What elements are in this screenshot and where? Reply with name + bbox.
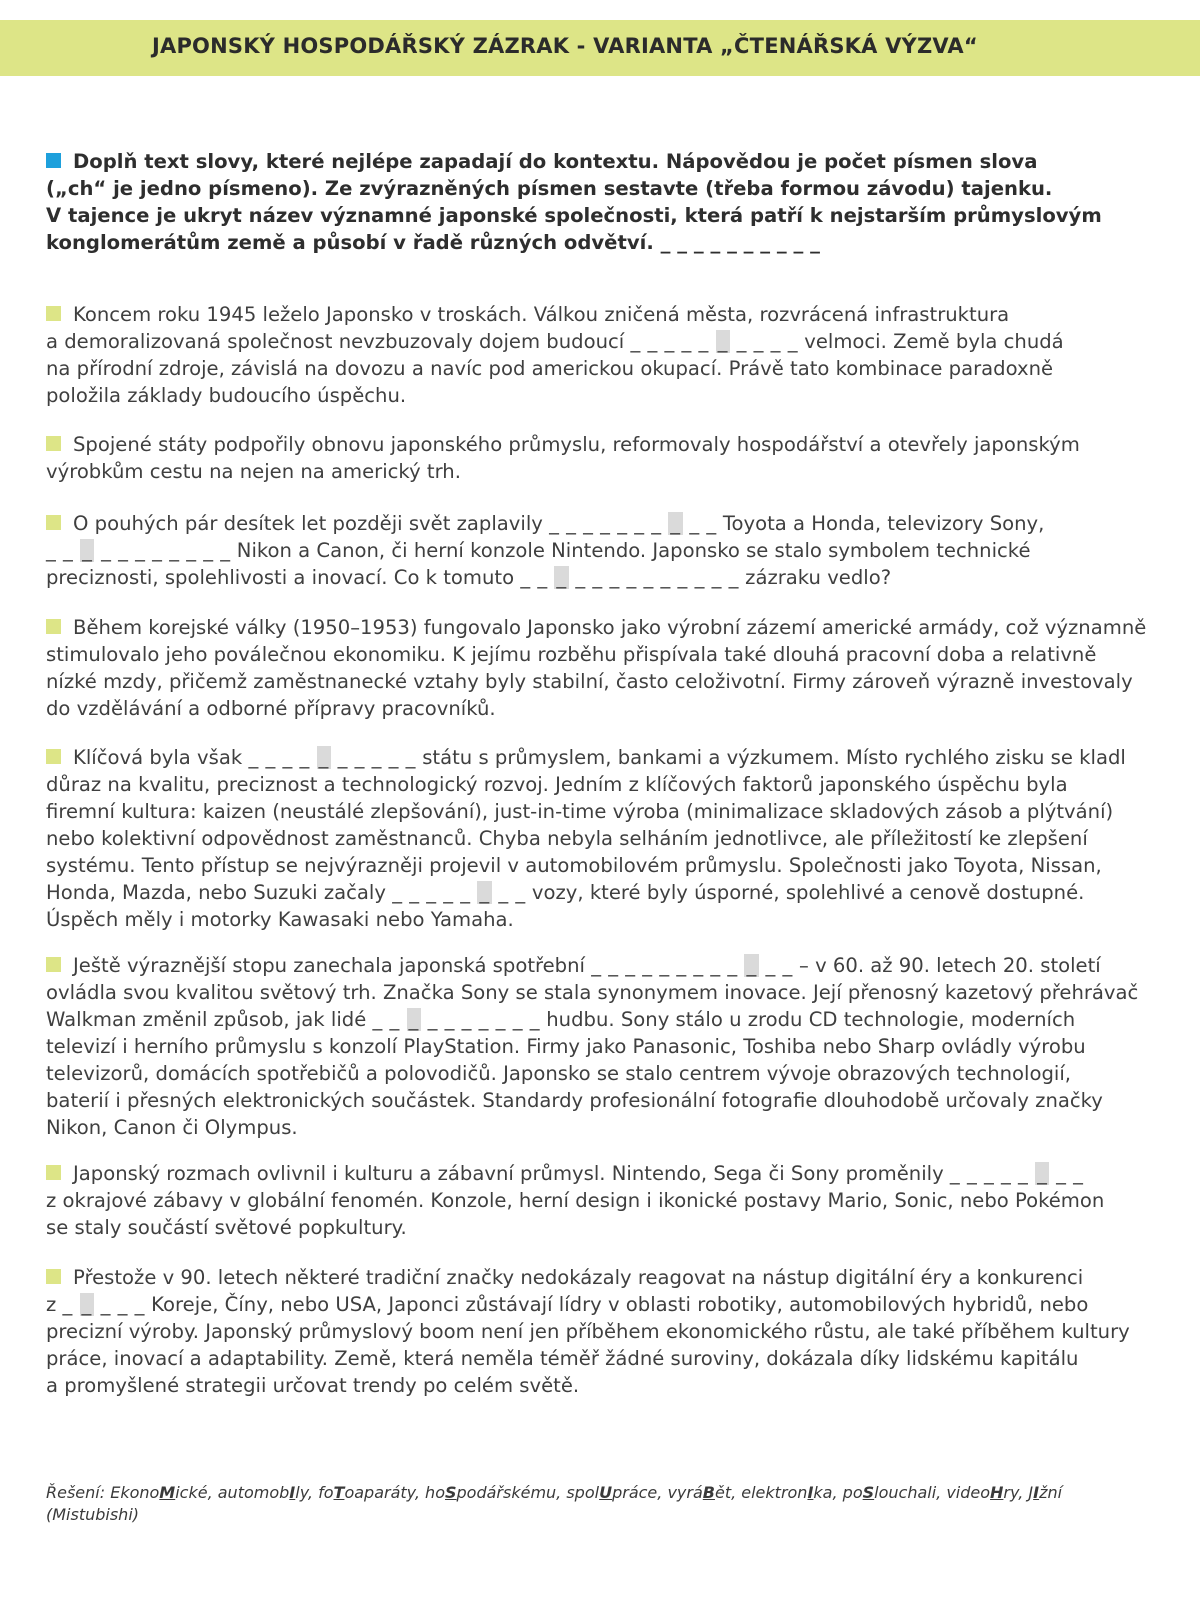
answer-blank[interactable]: _ _ _ _ _ _ _ _ _ _ bbox=[549, 512, 717, 535]
answer-blank[interactable]: _ _ _ _ _ _ _ _ _ _ bbox=[372, 1008, 541, 1031]
text-line: a demoralizovaná společnost nevzbuzovaly dojem budoucí bbox=[46, 330, 631, 353]
text-line: Japonský rozmach ovlivnil i kulturu a zábavní průmysl. Nintendo, Sega či Sony proměnily bbox=[73, 1162, 950, 1185]
answer-blank[interactable]: _ _ _ _ _ _ _ _ _ _ _ _ bbox=[591, 954, 793, 977]
text-line: baterií i přesných elektronických součástek. Standardy profesionální fotografie dlouhodobě určovaly značky bbox=[46, 1089, 1103, 1112]
solution-letter: S bbox=[862, 1483, 875, 1502]
text-line: zázraku vedlo? bbox=[738, 566, 892, 589]
text-line: Nikon, Canon či Olympus. bbox=[46, 1116, 298, 1139]
text-line: Koreje, Číny, nebo USA, Japonci zůstávají lídry v oblasti robotiky, automobilových hybridů, nebo bbox=[144, 1293, 1089, 1316]
paragraph-7 bbox=[46, 1160, 1181, 1241]
square-bullet-icon bbox=[46, 436, 61, 451]
paragraph-4 bbox=[46, 614, 1181, 722]
square-bullet-icon bbox=[46, 153, 61, 168]
text-line: výrobkům cestu na nejen na americký trh. bbox=[46, 460, 461, 483]
solution-letter: I bbox=[807, 1483, 814, 1502]
text-line: a promyšlené strategii určovat trendy po celém světě. bbox=[46, 1374, 580, 1397]
answer-blank[interactable]: _ _ _ _ _ _ _ _ bbox=[949, 1162, 1084, 1185]
highlighted-letter-slot: _ bbox=[1037, 1162, 1048, 1185]
instructions bbox=[46, 148, 1176, 256]
solution-letter: B bbox=[702, 1483, 715, 1502]
paragraph-2 bbox=[46, 431, 1181, 485]
text-line: důraz na kvalitu, preciznost a technologický rozvoj. Jedním z klíčových faktorů japonského úspěchu byla bbox=[46, 773, 1068, 796]
text-line: Nikon a Canon, či herní konzole Nintendo. Japonsko se stalo symbolem technické bbox=[230, 539, 1031, 562]
answer-blank[interactable]: _ _ _ _ _ _ _ _ _ _ bbox=[248, 746, 416, 769]
text-line: Toyota a Honda, televizory Sony, bbox=[716, 512, 1045, 535]
solution-key: Řešení: EkonoMické, automobIly, foToaparáty, hoSpodářskému, spolUpráce, vyráBět, elektronIka, poSlouchali, videoHry, JIžní (Mistubishi) bbox=[46, 1483, 1063, 1524]
text-line: z bbox=[46, 1293, 63, 1316]
solution-letter: U bbox=[599, 1483, 613, 1502]
text-line: stimulovalo jeho poválečnou ekonomiku. K jejímu rozběhu přispívala také dlouhá pracovní doba a relativně bbox=[46, 643, 1097, 666]
square-bullet-icon bbox=[46, 1165, 61, 1180]
highlighted-letter-slot: _ bbox=[479, 881, 490, 904]
highlighted-letter-slot: _ bbox=[556, 566, 567, 589]
solution-answer: (Mistubishi) bbox=[46, 1505, 140, 1524]
paragraph-1 bbox=[46, 301, 1181, 409]
text-line: Během korejské války (1950–1953) fungovalo Japonsko jako výrobní zázemí americké armády, což významně bbox=[73, 616, 1147, 639]
solution-letter: M bbox=[159, 1483, 176, 1502]
highlighted-letter-slot: _ bbox=[81, 1293, 92, 1316]
answer-blank[interactable]: _ _ _ _ _ bbox=[62, 1293, 145, 1316]
text-line: – v 60. až 90. letech 20. století bbox=[792, 954, 1101, 977]
highlighted-letter-slot: _ bbox=[670, 512, 681, 535]
text-line: ovládla svou kvalitou světový trh. Značka Sony se stala synonymem inovace. Její přenosný kazetový přehrávač bbox=[46, 981, 1139, 1004]
highlighted-letter-slot: _ bbox=[318, 746, 329, 769]
solution-letter: S bbox=[444, 1483, 457, 1502]
text-line: do vzdělávání a odborné přípravy pracovníků. bbox=[46, 697, 496, 720]
instruction-line: Doplň text slovy, které nejlépe zapadají do kontextu. Nápovědou je počet písmen slova bbox=[73, 150, 1038, 173]
answer-blank[interactable]: _ _ _ _ _ _ _ _ bbox=[392, 881, 526, 904]
text-line: precizní výroby. Japonský průmyslový boom není jen příběhem ekonomického růstu, ale také příběhem kultury bbox=[46, 1320, 1130, 1343]
answer-blank[interactable]: _ _ _ _ _ _ _ _ _ _ _ _ _ bbox=[520, 566, 739, 589]
answer-blank[interactable]: _ _ _ _ _ _ _ _ _ _ _ bbox=[46, 539, 231, 562]
solution-letter: I bbox=[1033, 1483, 1040, 1502]
highlighted-letter-slot: _ bbox=[717, 330, 728, 353]
text-line: Walkman změnil způsob, jak lidé bbox=[46, 1008, 373, 1031]
text-line: na přírodní zdroje, závislá na dovozu a navíc pod americkou okupací. Právě tato kombinace paradoxně bbox=[46, 357, 1054, 380]
text-line: televizí i herního průmyslu s konzolí PlayStation. Firmy jako Panasonic, Toshiba nebo Sharp ovládly výrobu bbox=[46, 1035, 1086, 1058]
text-line: firemní kultura: kaizen (neustálé zlepšování), just-in-time výroba (minimalizace skladových zásob a plýtvání) bbox=[46, 800, 1114, 823]
text-line: Ještě výraznější stopu zanechala japonská spotřební bbox=[73, 954, 592, 977]
text-line: O pouhých pár desítek let později svět zaplavily bbox=[73, 512, 550, 535]
text-line: z okrajové zábavy v globální fenomén. Konzole, herní design i ikonické postavy Mario, Sonic, nebo Pokémon bbox=[46, 1189, 1105, 1212]
text-line: práce, inovací a adaptability. Země, která neměla téměř žádné suroviny, dokázala díky lidskému kapitálu bbox=[46, 1347, 1079, 1370]
text-line: televizorů, domácích spotřebičů a polovodičů. Japonsko se stalo centrem vývoje obrazových technologií, bbox=[46, 1062, 1071, 1085]
highlighted-letter-slot: _ bbox=[82, 539, 93, 562]
text-line: nízké mzdy, přičemž zaměstnanecké vztahy byly stabilní, často celoživotní. Firmy zároveň výrazně investovaly bbox=[46, 670, 1133, 693]
paragraph-6 bbox=[46, 952, 1181, 1141]
square-bullet-icon bbox=[46, 619, 61, 634]
solution-letter: H bbox=[990, 1483, 1004, 1502]
title-banner bbox=[0, 20, 1200, 76]
square-bullet-icon bbox=[46, 957, 61, 972]
solution-letter: T bbox=[333, 1483, 345, 1502]
text-line: preciznosti, spolehlivosti a inovací. Co k tomuto bbox=[46, 566, 521, 589]
text-line: vozy, které byly úsporné, spolehlivé a cenově dostupné. bbox=[525, 881, 1085, 904]
paragraph-3 bbox=[46, 510, 1181, 591]
answer-blank[interactable]: _ _ _ _ _ _ _ _ _ _ bbox=[630, 330, 798, 353]
text-line: hudbu. Sony stálo u zrodu CD technologie, moderních bbox=[540, 1008, 1076, 1031]
solution-letter: I bbox=[289, 1483, 296, 1502]
text-line: se staly součástí světové popkultury. bbox=[46, 1216, 407, 1239]
highlighted-letter-slot: _ bbox=[746, 954, 757, 977]
square-bullet-icon bbox=[46, 1269, 61, 1284]
text-line: nebo kolektivní odpovědnost zaměstnanců. Chyba nebyla selháním jednotlivce, ale příležitostí ke zlepšení bbox=[46, 827, 1088, 850]
text-line: Klíčová byla však bbox=[73, 746, 249, 769]
text-line: Koncem roku 1945 leželo Japonsko v troskách. Válkou zničená města, rozvrácená infrastruktura bbox=[73, 303, 1010, 326]
text-line: Spojené státy podpořily obnovu japonského průmyslu, reformovaly hospodářství a otevřely japonským bbox=[73, 433, 1080, 456]
text-line: Přestože v 90. letech některé tradiční značky nedokázaly reagovat na nástup digitální éry a konkurenci bbox=[73, 1266, 1084, 1289]
highlighted-letter-slot: _ bbox=[408, 1008, 419, 1031]
square-bullet-icon bbox=[46, 749, 61, 764]
square-bullet-icon bbox=[46, 306, 61, 321]
text-line: státu s průmyslem, bankami a výzkumem. Místo rychlého zisku se kladl bbox=[415, 746, 1126, 769]
text-line: systému. Tento přístup se nejvýrazněji projevil v automobilovém průmyslu. Společnosti jako Toyota, Nissan, bbox=[46, 854, 1102, 877]
paragraph-5 bbox=[46, 744, 1181, 933]
text-line: položila základy budoucího úspěchu. bbox=[46, 384, 407, 407]
text-line: Úspěch měly i motorky Kawasaki nebo Yamaha. bbox=[46, 908, 514, 931]
instruction-line: konglomerátům země a působí v řadě různých odvětví. _ _ _ _ _ _ _ _ _ _ bbox=[46, 231, 820, 254]
text-line: velmoci. Země byla chudá bbox=[798, 330, 1064, 353]
instruction-line: V tajence je ukryt název významné japonské společnosti, která patří k nejstarším průmyslovým bbox=[46, 204, 1102, 227]
instruction-line: („ch“ je jedno písmeno). Ze zvýrazněných písmen sestavte (třeba formou závodu) tajenku. bbox=[46, 177, 1053, 200]
paragraph-8 bbox=[46, 1264, 1181, 1399]
text-line: Honda, Mazda, nebo Suzuki začaly bbox=[46, 881, 393, 904]
square-bullet-icon bbox=[46, 515, 61, 530]
page-title: JAPONSKÝ HOSPODÁŘSKÝ ZÁZRAK - VARIANTA „ČTENÁŘSKÁ VÝZVA“ bbox=[152, 34, 978, 58]
